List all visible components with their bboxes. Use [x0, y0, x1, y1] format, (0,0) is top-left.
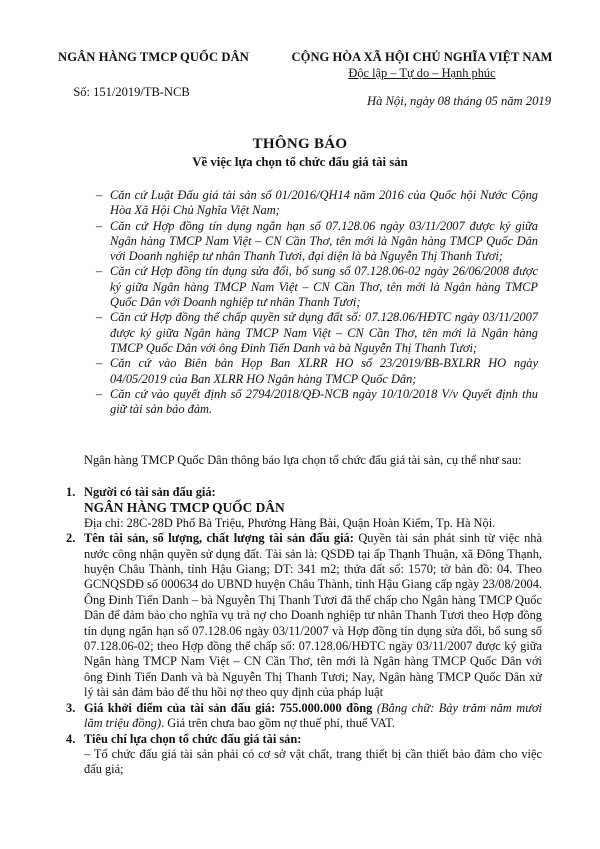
legal-basis-item: – Căn cứ Hợp đồng tín dụng ngắn hạn số 07.128.06 ngày 03/11/2007 được ký giữa Ngân hàng TMCP Nam Việt – CN Cần Thơ, tên mới là Ngân hàng TMCP Quốc Dân với Doanh nghiệp tư nhân Thanh Tươi, đại diện là bà Nguyễn Thị Thanh Tươi;	[98, 219, 538, 265]
price-in-words: (Bằng chữ: Bảy trăm năm mươi lăm triệu đồng)	[84, 700, 543, 731]
nation-name: CỘNG HÒA XÃ HỘI CHỦ NGHĨA VIỆT NAM	[291, 50, 553, 64]
section-heading: Người có tài sản đấu giá:	[84, 485, 216, 499]
section-asset-description	[66, 531, 542, 700]
legal-basis-item: – Căn cứ Hợp đồng tín dụng sửa đổi, bổ sung số 07.128.06-02 ngày 26/06/2008 được ký giữa Ngân hàng TMCP Nam Việt – CN Cần Thơ, tên mới là Ngân hàng TMCP Quốc Dân với Doanh nghiệp tư nhân Thanh Tươi;	[98, 264, 538, 310]
owner-address: Địa chỉ: 28C-28D Phố Bà Triệu, Phường Hàng Bài, Quận Hoàn Kiếm, Tp. Hà Nội.	[84, 515, 496, 530]
section-asset-owner	[66, 485, 542, 531]
legal-basis-item: – Căn cứ Luật Đấu giá tài sản số 01/2016/QH14 năm 2016 của Quốc hội Nước Cộng Hòa Xã Hội Chủ Nghĩa Việt Nam;	[98, 188, 538, 219]
section-number: 4.	[66, 731, 76, 746]
section-selection-criteria	[66, 732, 542, 778]
legal-basis-item: – Căn cứ vào Biên bản Họp Ban XLRR HO số 23/2019/BB-BXLRR HO ngày 04/05/2019 của Ban XLRR HO Ngân hàng TMCP Quốc Dân;	[98, 356, 538, 387]
legal-bases-list	[98, 188, 538, 417]
section-number: 2.	[66, 531, 76, 546]
section-number: 3.	[66, 700, 76, 715]
national-motto: Độc lập – Tự do – Hạnh phúc	[348, 66, 496, 80]
section-starting-price	[66, 701, 542, 732]
document-subtitle: Về việc lựa chọn tổ chức đấu giá tài sản	[192, 155, 408, 169]
notice-sections	[66, 485, 542, 778]
price-note: . Giá trên chưa bao gồm nợ thuế phí, thuế VAT.	[161, 716, 395, 731]
section-number: 1.	[66, 485, 76, 499]
asset-description: Quyền tài sản phát sinh từ việc nhà nước công nhận quyền sử dụng đất. Tài sản là: QSDĐ tại ấp Thạnh Thuận, xã Đông Thạnh, huyện Châu Thành, tỉnh Hậu Giang; DT: 341 m2; thửa đất số: 1570; tờ bản đồ: 04. Theo GCNQSDĐ số 000634 do UBND huyện Châu Thành, tỉnh Hậu Giang cấp ngày 23/08/2004. Ông Đinh Tiến Danh – bà Nguyễn Thị Thanh Tươi đã thế chấp cho Ngân hàng TMCP Quốc Dân để đảm bảo cho nghĩa vụ trả nợ cho Doanh nghiệp tư nhân Thanh Tươi theo Hợp đồng tín dụng ngắn hạn số 07.128.06 ngày 03/11/2007 và Hợp đồng tín dụng sửa đổi, bổ sung số 07.128.06-02; theo Hợp đồng thế chấp số: 07.128.06/HĐTC ngày 03/11/2007 được ký giữa Ngân hàng TMCP Nam Việt – CN Cần Thơ, tên mới là Ngân hàng TMCP Quốc Dân với ông Đinh Tiến Danh và bà Nguyễn Thị Thanh Tươi; Nay, Ngân hàng TMCP Quốc Dân xử lý tài sản đảm bảo để thu hồi nợ theo quy định của pháp luật	[84, 531, 542, 700]
criteria-item: – Tổ chức đấu giá tài sản phải có cơ sở vật chất, trang thiết bị cần thiết bảo đảm cho việc đấu giá;	[84, 746, 542, 777]
section-heading: Giá khởi điểm của tài sản đấu giá: 755.000.000 đồng	[84, 700, 373, 715]
issuer-block	[46, 50, 261, 100]
legal-basis-item: – Căn cứ Hợp đồng thế chấp quyền sử dụng đất số: 07.128.06/HĐTC ngày 03/11/2007 được ký giữa Ngân hàng TMCP Nam Việt – CN Cần Thơ, tên mới là Ngân hàng TMCP Quốc Dân với ông Đinh Tiến Danh và bà Nguyễn Thị Thanh Tươi;	[98, 310, 538, 356]
section-heading: Tiêu chí lựa chọn tổ chức đấu giá tài sản:	[84, 731, 302, 746]
issuer-name: NGÂN HÀNG TMCP QUỐC DÂN	[58, 50, 249, 64]
place-date: Hà Nội, ngày 08 tháng 05 năm 2019	[366, 94, 551, 108]
owner-name: NGÂN HÀNG TMCP QUỐC DÂN	[84, 500, 285, 516]
section-heading: Tên tài sản, số lượng, chất lượng tài sản đấu giá:	[84, 531, 354, 546]
document-title: THÔNG BÁO	[252, 136, 348, 152]
legal-basis-item: – Căn cứ vào quyết định số 2794/2018/QĐ-NCB ngày 10/10/2018 V/v Quyết định thu giữ tài sản bảo đảm.	[98, 387, 538, 418]
intro-paragraph: Ngân hàng TMCP Quốc Dân thông báo lựa chọn tổ chức đấu giá tài sản, cụ thể như sau:	[84, 453, 522, 467]
national-heading	[282, 50, 562, 81]
document-number: Số: 151/2019/TB-NCB	[73, 85, 190, 99]
